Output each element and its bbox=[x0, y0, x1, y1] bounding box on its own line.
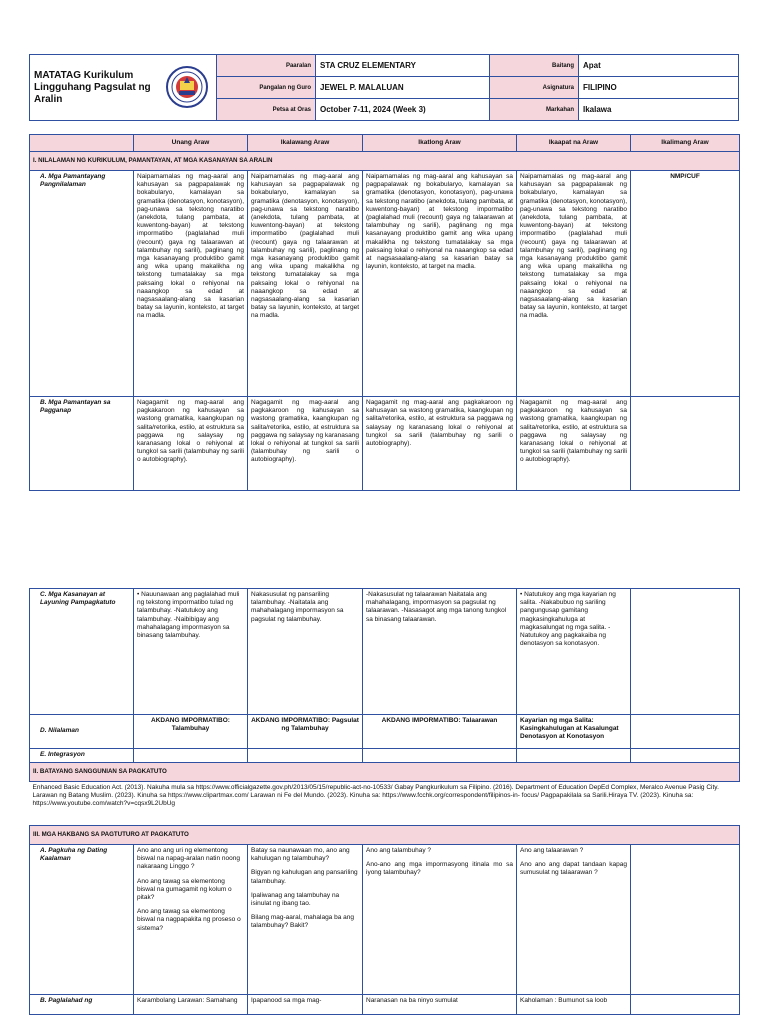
row-c-day1: • Nauunawaan ang paglalahad muli ng tekstong impormatibo tulad ng talambuhay. -Natutukoy ang talambuhay. -Naibibigay ang mahahalagang impormasyon sa binasang talambuhay. bbox=[134, 589, 248, 715]
row-b3-label: B. Paglalahad ng bbox=[30, 995, 134, 1015]
row-b-day1: Nagagamit ng mag-aaral ang pagkakaroon ng kahusayan sa wastong gramatika, kaangkupan ng salita/retorika, estilo, at estruktura sa paggawa ng salaysay ng karanasang lokal o rehiyonal at tungkol sa sarili (talambuhay ng sarili o autobiography). bbox=[134, 397, 248, 491]
row-e-day3 bbox=[363, 749, 517, 763]
row-c-day4: • Natutukoy ang mga kayarian ng salita. -Nakabubuo ng sariling pangungusap gamitang magkasingkahuluga at magkasalungat ng mga salita. -Natutukoy ang pagkakaiba ng denotasyon sa konotasyon. bbox=[517, 589, 631, 715]
col-day3: Ikatlong Araw bbox=[363, 135, 517, 152]
row-a-day5: NMP/CUF bbox=[631, 171, 740, 397]
header-table bbox=[29, 54, 739, 121]
row-b-day5 bbox=[631, 397, 740, 491]
baitang-label: Baitang bbox=[490, 55, 579, 77]
row-b-day2: Nagagamit ng mag-aaral ang pagkakaroon ng kahusayan sa wastong gramatika, kaangkupan ng salita/retorika, estilo, at estruktura sa paggawa ng salaysay ng karanasang lokal o rehiyonal at tungkol sa sarili (talambuhay ng sarili o autobiography). bbox=[248, 397, 363, 491]
a3-day4-q2: Ano ano ang dapat tandaan kapag sumusulat ng talaarawan ? bbox=[520, 861, 627, 877]
row-b3-day4: Kaholaman : Bumunot sa loob bbox=[517, 995, 631, 1015]
deped-seal-icon bbox=[158, 55, 217, 121]
markahan-value: Ikalawa bbox=[579, 99, 739, 121]
row-d-day3: AKDANG IMPORMATIBO: Talaarawan bbox=[363, 715, 517, 749]
row-c-day2: Nakasusulat ng pansariling talambuhay. -Naitatala ang mahahalagang impormasyon sa pagsulat ng talambuhay. bbox=[248, 589, 363, 715]
row-d-day2: AKDANG IMPORMATIBO: Pagsulat ng Talambuhay bbox=[248, 715, 363, 749]
guro-value: JEWEL P. MALALUAN bbox=[316, 77, 490, 99]
row-e-label: E. Integrasyon bbox=[30, 749, 134, 763]
col-day1: Unang Araw bbox=[134, 135, 248, 152]
row-a3-day2 bbox=[248, 845, 363, 995]
a3-day2-q4: Bilang mag-aaral, mahalaga ba ang talambuhay? Bakit? bbox=[251, 914, 354, 930]
row-a-day4: Naipamamalas ng mag-aaral ang kahusayan sa pagpapalawak ng bokabularyo, kamalayan sa gramatika (denotasyon, konotasyon), pag-unawa sa tekstong naratibo (anekdota, tulang pambata, at kuwentong-bayan) at tekstong impormatibo (paglalahad muli (recount) gaya ng talaarawan at talambuhay ng sarili), paglinang ng mga kasanayang produktibo gamit ang wika upang makalikha ng tekstong tumatalakay sa mga paksaing lokal o rehiyonal na naaangkop sa edad at nagsasaalang-alang sa kasarian batay sa layunin, konteksto, at target na madla. bbox=[517, 171, 631, 397]
row-b3-day1: Karambolang Larawan: Samahang bbox=[134, 995, 248, 1015]
asignatura-value: FILIPINO bbox=[579, 77, 739, 99]
row-d-day4: Kayarian ng mga Salita: Kasingkahulugan at Kasalungat Denotasyon at Konotasyon bbox=[517, 715, 631, 749]
asignatura-label: Asignatura bbox=[490, 77, 579, 99]
row-a3-day5 bbox=[631, 845, 740, 995]
references-text: Enhanced Basic Education Act. (2013). Nakuha mula sa https://www.officialgazette.gov.ph/2013/05/15/republic-act-no-10533/ Gabay Pangkurikulum sa Filipino. (2016). Department of Education DepEd Complex, Meralco Avenue Pasig City. Larawan ng Batang Muslim. (2023). Kinuha sa https://www.clipartmax.com/ Larawan ni Fe del Mundo. (2023). Kinuha sa: https://www.fcchk.org/correspondent/filipinos-in- focus/ Pagpapakilala sa Sarili.Hiraya TV. (2023). Kinuha sa: https://www.youtube.com/watch?v=cqsx9L2UbUg bbox=[30, 782, 740, 826]
a3-day2-q1: Batay sa naunawaan mo, ano ang kahulugan ng talambuhay? bbox=[251, 847, 350, 863]
petsa-label: Petsa at Oras bbox=[217, 99, 316, 121]
row-e-day1 bbox=[134, 749, 248, 763]
row-b-day3: Nagagamit ng mag-aaral ang pagkakaroon ng kahusayan sa wastong gramatika, kaangkupan ng salita/retorika, estilo, at estruktura sa paggawa ng salaysay ng karanasang lokal o rehiyonal at tungkol sa sarili (talambuhay ng sarili o autobiography). bbox=[363, 397, 517, 491]
petsa-value: October 7-11, 2024 (Week 3) bbox=[316, 99, 490, 121]
a3-day3-q1: Ano ang talambuhay ? bbox=[366, 847, 432, 854]
row-d-label: D. Nilalaman bbox=[30, 715, 134, 749]
a3-day4-q1: Ano ang talaarawan ? bbox=[520, 847, 584, 854]
section-1-heading: I. NILALAMAN NG KURIKULUM, PAMANTAYAN, AT MGA KASANAYAN SA ARALIN bbox=[30, 152, 740, 171]
row-c-day3: -Nakasusulat ng talaarawan Naitatala ang mahahalagang, impormasyon sa pagsulat ng talaarawan. -Nasasagot ang mga tanong tungkol sa binasang talaarawan. bbox=[363, 589, 517, 715]
row-b3-day3: Naranasan na ba ninyo sumulat bbox=[363, 995, 517, 1015]
a3-day1-q1: Ano ano ang uri ng elementong biswal na napag-aralan natin noong nakaraang Linggo ? bbox=[137, 847, 240, 871]
row-a-day3: Naipamamalas ng mag-aaral ang kahusayan sa pagpapalawak ng bokabularyo, kamalayan sa gramatika (denotasyon, konotasyon), pag-unawa sa tekstong naratibo (anekdota, tulang pambata, at kuwentong-bayan) at tekstong impormatibo (paglalahad muli (recount) gaya ng talaarawan at talambuhay ng sarili), paglinang ng mga kasanayang produktibo gamit ang wika upang makalikha ng tekstong tumatalakay sa mga paksaing lokal o rehiyonal na naaangkop sa edad at nagsasaalang-alang sa kasarian batay sa layunin, konteksto, at target na madla. bbox=[363, 171, 517, 397]
lesson-table-part1 bbox=[29, 134, 740, 491]
plan-title: MATATAG Kurikulum Lingguhang Pagsulat ng Aralin bbox=[30, 55, 159, 121]
col-day2: Ikalawang Araw bbox=[248, 135, 363, 152]
row-c-day5 bbox=[631, 589, 740, 715]
row-a3-day1 bbox=[134, 845, 248, 995]
markahan-label: Markahan bbox=[490, 99, 579, 121]
row-a-day2: Naipamamalas ng mag-aaral ang kahusayan sa pagpapalawak ng bokabularyo, kamalayan sa gramatika (denotasyon, konotasyon), pag-unawa sa tekstong naratibo (anekdota, tulang pambata, at kuwentong-bayan) at tekstong impormatibo (paglalahad muli (recount) gaya ng talaarawan at talambuhay ng sarili), paglinang ng mga kasanayang produktibo gamit ang wika upang makalikha ng tekstong tumatalakay sa mga paksaing lokal o rehiyonal na naaangkop sa edad at nagsasaalang-alang sa kasarian batay sa layunin, konteksto, at target na madla. bbox=[248, 171, 363, 397]
section-2-heading: II. BATAYANG SANGGUNIAN SA PAGKATUTO bbox=[30, 763, 740, 782]
row-b-label: B. Mga Pamantayan sa Pagganap bbox=[30, 397, 134, 491]
col-day5: Ikalimang Araw bbox=[631, 135, 740, 152]
row-d-day5 bbox=[631, 715, 740, 749]
row-e-day2 bbox=[248, 749, 363, 763]
baitang-value: Apat bbox=[579, 55, 739, 77]
a3-day2-q2: Bigyan ng kahulugan ang pansariling talambuhay. bbox=[251, 869, 358, 885]
row-a3-label: A. Pagkuha ng Dating Kaalaman bbox=[30, 845, 134, 995]
row-a-day1: Naipamamalas ng mag-aaral ang kahusayan sa pagpapalawak ng bokabularyo, kamalayan sa gramatika (denotasyon, konotasyon), pag-unawa sa tekstong naratibo (anekdota, tulang pambata, at kuwentong-bayan) at tekstong impormatibo (paglalahad muli (recount) gaya ng talaarawan at talambuhay ng sarili), paglinang ng mga kasanayang produktibo gamit ang wika upang makalikha ng tekstong tumatalakay sa mga paksaing lokal o rehiyonal na naaangkop sa edad at nagsasaalang-alang sa kasarian batay sa layunin, konteksto, at target na madla. bbox=[134, 171, 248, 397]
paaralan-value: STA CRUZ ELEMENTARY bbox=[316, 55, 490, 77]
row-b-day4: Nagagamit ng mag-aaral ang pagkakaroon ng kahusayan sa wastong gramatika, kaangkupan ng salita/retorika, estilo, at estruktura sa paggawa ng salaysay ng karanasang lokal o rehiyonal at tungkol sa sarili (talambuhay ng sarili o autobiography). bbox=[517, 397, 631, 491]
lesson-table-part2 bbox=[29, 588, 740, 1015]
a3-day3-q2: Ano-ano ang mga impormasyong itinala mo sa iyong talambuhay? bbox=[366, 861, 513, 877]
row-e-day5 bbox=[631, 749, 740, 763]
a3-day1-q3: Ano ang tawag sa elementong biswal na nagpapakita ng proseso o sistema? bbox=[137, 908, 241, 932]
row-a3-day3 bbox=[363, 845, 517, 995]
row-d-day1: AKDANG IMPORMATIBO: Talambuhay bbox=[134, 715, 248, 749]
row-a-label: A. Mga Pamantayang Pangnilalaman bbox=[30, 171, 134, 397]
a3-day1-q2: Ano ang tawag sa elementong biswal na gumagamit ng kolum o pitak? bbox=[137, 877, 232, 902]
row-b3-day5 bbox=[631, 995, 740, 1015]
row-e-day4 bbox=[517, 749, 631, 763]
row-a3-day4 bbox=[517, 845, 631, 995]
guro-label: Pangalan ng Guro bbox=[217, 77, 316, 99]
row-c-label: C. Mga Kasanayan at Layuning Pampagkatuto bbox=[30, 589, 134, 715]
row-b3-day2: Ipapanood sa mga mag- bbox=[248, 995, 363, 1015]
corner-cell bbox=[30, 135, 134, 152]
a3-day2-q3: Ipaliwanag ang talambuhay na isinulat ng ibang tao. bbox=[251, 891, 340, 908]
col-day4: Ikaapat na Araw bbox=[517, 135, 631, 152]
section-3-heading: III. MGA HAKBANG SA PAGTUTURO AT PAGKATUTO bbox=[30, 826, 740, 845]
paaralan-label: Paaralan bbox=[217, 55, 316, 77]
